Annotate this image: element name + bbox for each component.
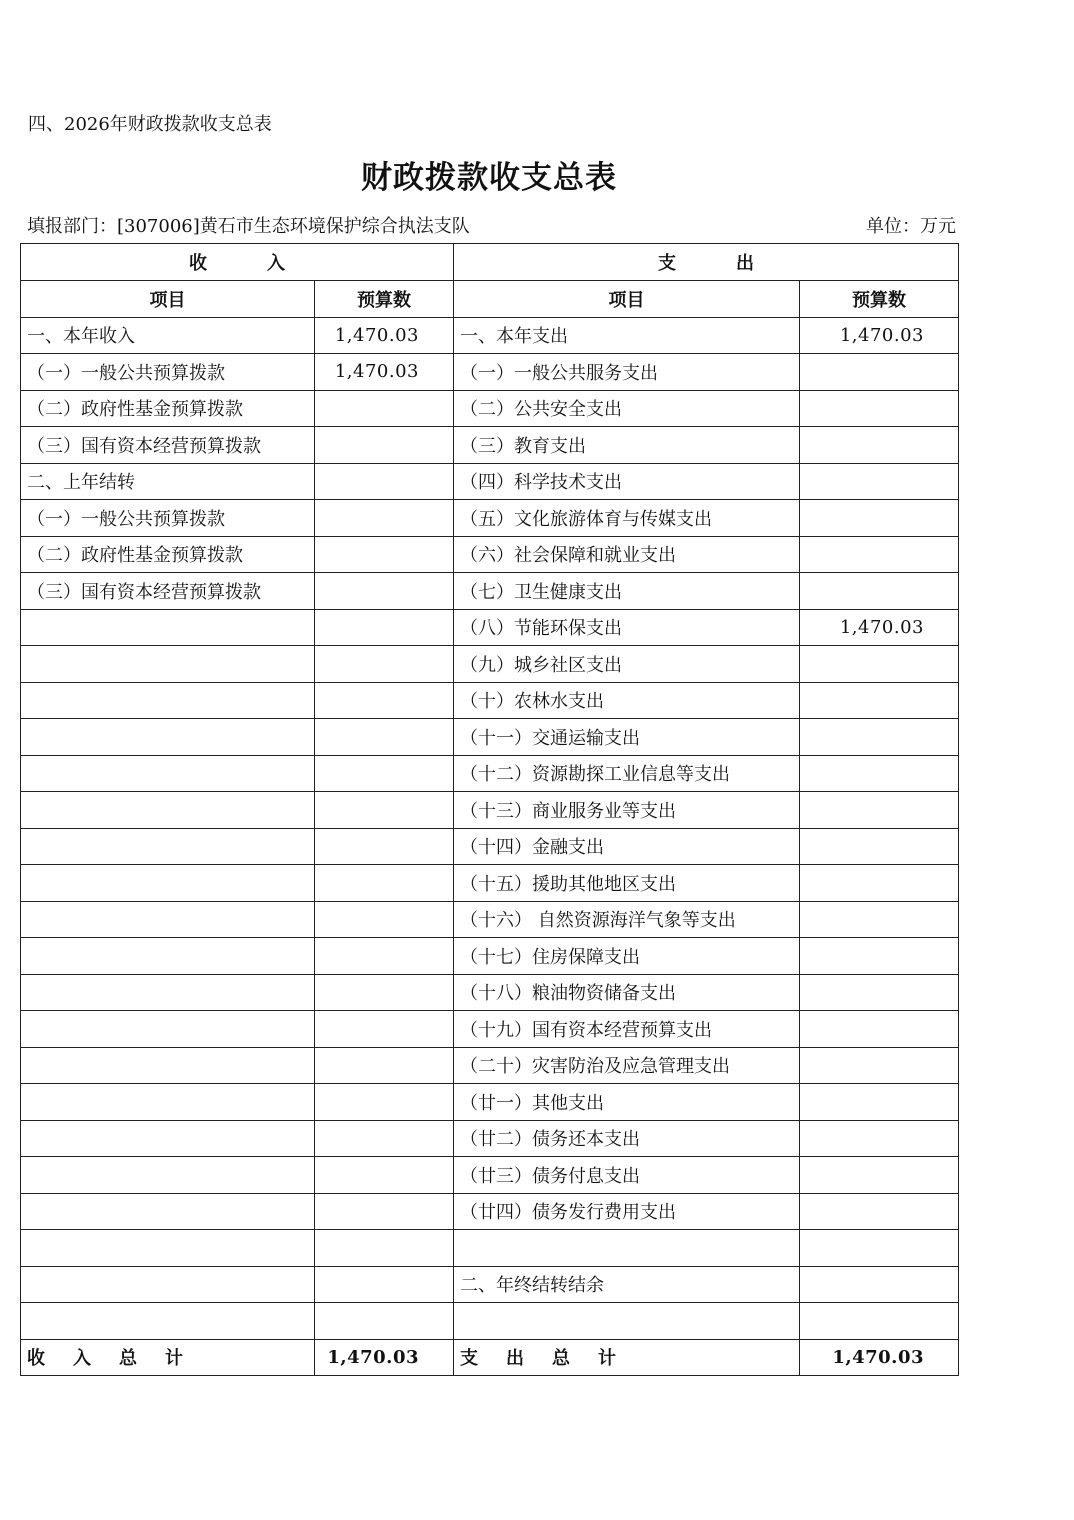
income-item-cell: [21, 1266, 315, 1303]
income-total-label: 收入总计: [21, 1339, 315, 1376]
income-value-cell: [315, 427, 454, 464]
income-value-cell: [315, 1084, 454, 1121]
expense-item-cell: （二）公共安全支出: [454, 390, 800, 427]
income-item-cell: 一、本年收入: [21, 317, 315, 354]
expense-item-cell: （十九）国有资本经营预算支出: [454, 1011, 800, 1048]
table-row: [21, 1084, 959, 1121]
expense-value-cell: [800, 901, 959, 938]
expense-item-cell: 二、年终结转结余: [454, 1266, 800, 1303]
income-value-cell: [315, 500, 454, 537]
expense-value-cell: [800, 828, 959, 865]
income-value-cell: 1,470.03: [315, 354, 454, 391]
income-item-cell: （二）政府性基金预算拨款: [21, 390, 315, 427]
table-row: [21, 1266, 959, 1303]
table-row: [21, 938, 959, 975]
expense-value-cell: 1,470.03: [800, 317, 959, 354]
expense-item-cell: （十三）商业服务业等支出: [454, 792, 800, 829]
table-row: [21, 1193, 959, 1230]
income-group-header: 收入: [21, 244, 454, 281]
expense-value-cell: [800, 792, 959, 829]
expense-item-cell: （廿一）其他支出: [454, 1084, 800, 1121]
expense-group-header: 支出: [454, 244, 959, 281]
expense-item-cell: （六）社会保障和就业支出: [454, 536, 800, 573]
expense-item-cell: （五）文化旅游体育与传媒支出: [454, 500, 800, 537]
expense-value-cell: [800, 1047, 959, 1084]
expense-value-cell: [800, 500, 959, 537]
expense-item-cell: （十二）资源勘探工业信息等支出: [454, 755, 800, 792]
income-value-cell: [315, 646, 454, 683]
expense-total-label: 支出总计: [454, 1339, 800, 1376]
income-item-cell: 二、上年结转: [21, 463, 315, 500]
expense-item-cell: （七）卫生健康支出: [454, 573, 800, 610]
group-header-row: [21, 244, 959, 281]
expense-item-cell: 一、本年支出: [454, 317, 800, 354]
income-value-cell: [315, 828, 454, 865]
income-item-header: 项目: [21, 281, 315, 318]
expense-item-cell: （廿三）债务付息支出: [454, 1157, 800, 1194]
income-item-cell: （二）政府性基金预算拨款: [21, 536, 315, 573]
income-value-cell: [315, 865, 454, 902]
expense-value-cell: [800, 536, 959, 573]
income-item-cell: [21, 1303, 315, 1340]
expense-item-cell: （十八）粮油物资储备支出: [454, 974, 800, 1011]
income-value-cell: [315, 901, 454, 938]
expense-item-cell: （十五）援助其他地区支出: [454, 865, 800, 902]
income-item-cell: [21, 938, 315, 975]
table-row: [21, 1230, 959, 1267]
table-row: [21, 901, 959, 938]
income-item-cell: （一）一般公共预算拨款: [21, 500, 315, 537]
expense-value-cell: [800, 390, 959, 427]
table-row: [21, 500, 959, 537]
income-item-cell: （一）一般公共预算拨款: [21, 354, 315, 391]
expense-value-cell: [800, 1193, 959, 1230]
expense-item-cell: （廿四）债务发行费用支出: [454, 1193, 800, 1230]
table-row: [21, 609, 959, 646]
income-value-cell: [315, 974, 454, 1011]
expense-value-cell: [800, 1011, 959, 1048]
income-value-cell: [315, 1047, 454, 1084]
expense-item-cell: （十六） 自然资源海洋气象等支出: [454, 901, 800, 938]
income-item-cell: [21, 755, 315, 792]
income-value-cell: [315, 938, 454, 975]
income-item-cell: [21, 865, 315, 902]
income-item-cell: [21, 828, 315, 865]
expense-value-cell: [800, 938, 959, 975]
table-row: [21, 646, 959, 683]
income-item-cell: [21, 1084, 315, 1121]
income-value-cell: [315, 1266, 454, 1303]
table-row: [21, 682, 959, 719]
income-total-value: 1,470.03: [315, 1339, 454, 1376]
expense-item-cell: （九）城乡社区支出: [454, 646, 800, 683]
table-row: [21, 719, 959, 756]
expense-value-cell: [800, 427, 959, 464]
table-row: [21, 755, 959, 792]
income-value-cell: [315, 755, 454, 792]
income-value-cell: [315, 1303, 454, 1340]
table-row: [21, 463, 959, 500]
income-value-cell: 1,470.03: [315, 317, 454, 354]
income-item-cell: [21, 1120, 315, 1157]
department-line: 填报部门：[307006]黄石市生态环境保护综合执法支队: [27, 216, 470, 237]
income-item-cell: [21, 974, 315, 1011]
expense-value-cell: [800, 974, 959, 1011]
expense-value-cell: [800, 1157, 959, 1194]
table-row: [21, 865, 959, 902]
income-value-cell: [315, 609, 454, 646]
page-title: 财政拨款收支总表: [361, 160, 617, 196]
income-item-cell: [21, 1230, 315, 1267]
income-budget-header: 预算数: [315, 281, 454, 318]
table-row: [21, 317, 959, 354]
expense-value-cell: [800, 755, 959, 792]
expense-item-cell: （三）教育支出: [454, 427, 800, 464]
income-value-cell: [315, 1120, 454, 1157]
income-value-cell: [315, 1193, 454, 1230]
table-row: [21, 1120, 959, 1157]
expense-item-cell: （廿二）债务还本支出: [454, 1120, 800, 1157]
expense-item-cell: （二十）灾害防治及应急管理支出: [454, 1047, 800, 1084]
expense-item-cell: （十一）交通运输支出: [454, 719, 800, 756]
expense-value-cell: [800, 1230, 959, 1267]
total-row: [21, 1339, 959, 1376]
income-value-cell: [315, 682, 454, 719]
expense-value-cell: [800, 646, 959, 683]
income-item-cell: [21, 901, 315, 938]
table-row: [21, 1011, 959, 1048]
income-value-cell: [315, 1011, 454, 1048]
expense-value-cell: [800, 1120, 959, 1157]
column-header-row: [21, 281, 959, 318]
expense-item-cell: （八）节能环保支出: [454, 609, 800, 646]
expense-value-cell: [800, 682, 959, 719]
table-row: [21, 1047, 959, 1084]
unit-line: 单位：万元: [866, 216, 956, 237]
income-item-cell: [21, 682, 315, 719]
income-value-cell: [315, 536, 454, 573]
income-value-cell: [315, 573, 454, 610]
expense-total-value: 1,470.03: [800, 1339, 959, 1376]
expense-value-cell: [800, 1303, 959, 1340]
table-row: [21, 573, 959, 610]
section-heading: 四、2026年财政拨款收支总表: [28, 114, 272, 135]
table-row: [21, 354, 959, 391]
table-row: [21, 536, 959, 573]
income-value-cell: [315, 1230, 454, 1267]
expense-item-cell: [454, 1230, 800, 1267]
income-value-cell: [315, 390, 454, 427]
income-item-cell: [21, 792, 315, 829]
table-row: [21, 828, 959, 865]
table-row: [21, 1157, 959, 1194]
income-item-cell: [21, 646, 315, 683]
expense-item-cell: （十四）金融支出: [454, 828, 800, 865]
expense-value-cell: [800, 573, 959, 610]
income-item-cell: （三）国有资本经营预算拨款: [21, 427, 315, 464]
income-value-cell: [315, 463, 454, 500]
income-value-cell: [315, 1157, 454, 1194]
income-item-cell: [21, 719, 315, 756]
expense-item-cell: （一）一般公共服务支出: [454, 354, 800, 391]
expense-value-cell: [800, 463, 959, 500]
income-item-cell: [21, 1047, 315, 1084]
table-row: [21, 427, 959, 464]
table-row: [21, 1303, 959, 1340]
expense-budget-header: 预算数: [800, 281, 959, 318]
expense-value-cell: [800, 865, 959, 902]
income-item-cell: [21, 609, 315, 646]
table-row: [21, 974, 959, 1011]
expense-value-cell: [800, 719, 959, 756]
expense-item-header: 项目: [454, 281, 800, 318]
expense-value-cell: 1,470.03: [800, 609, 959, 646]
expense-item-cell: （四）科学技术支出: [454, 463, 800, 500]
income-value-cell: [315, 719, 454, 756]
expense-value-cell: [800, 1084, 959, 1121]
income-value-cell: [315, 792, 454, 829]
table-body: [21, 317, 959, 1339]
income-item-cell: [21, 1011, 315, 1048]
expense-item-cell: （十七）住房保障支出: [454, 938, 800, 975]
table-row: [21, 390, 959, 427]
expense-item-cell: [454, 1303, 800, 1340]
income-item-cell: [21, 1193, 315, 1230]
budget-table: [20, 243, 959, 1376]
income-item-cell: （三）国有资本经营预算拨款: [21, 573, 315, 610]
table-row: [21, 792, 959, 829]
income-item-cell: [21, 1157, 315, 1194]
expense-value-cell: [800, 354, 959, 391]
expense-value-cell: [800, 1266, 959, 1303]
expense-item-cell: （十）农林水支出: [454, 682, 800, 719]
